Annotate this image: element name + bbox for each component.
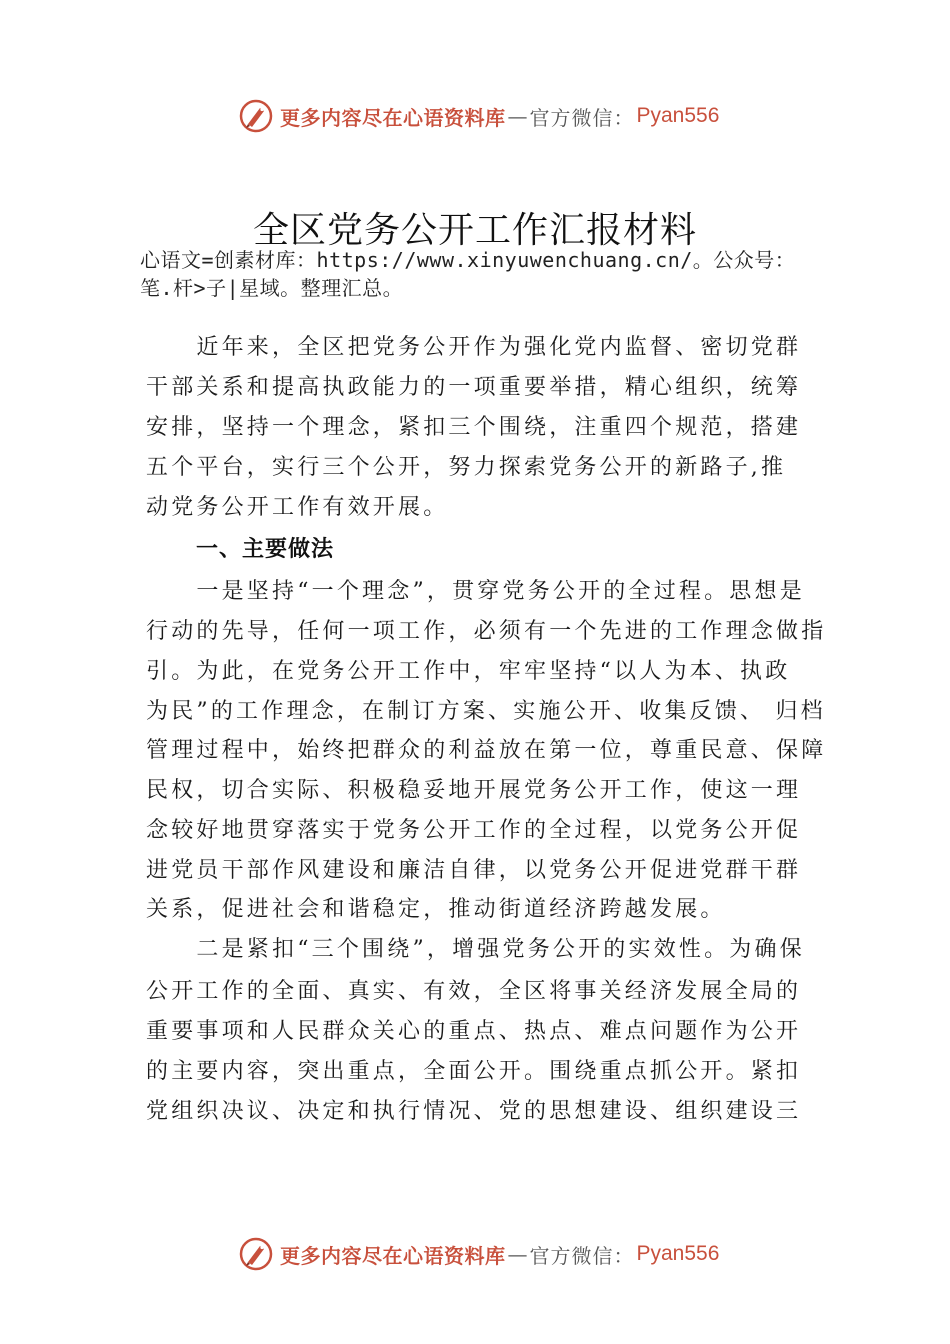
source-line: 笔.杆>子|星域。整理汇总。 [140,276,404,300]
source-line: 心语文=创素材库：https://www.xinyuwenchuang.cn/。公众号： [140,248,796,272]
banner-wechat-label: 官方微信： [529,1243,635,1268]
body-line: 五个平台，实行三个公开，努力探索党务公开的新路子,推 [146,455,787,480]
header-watermark-banner [0,96,950,136]
document-title: 全区党务公开工作汇报材料 [252,210,697,251]
body-line: 引。为此，在党务公开工作中，牢牢坚持“以人为本、执政 [146,659,791,684]
banner-wechat-id: Pyan556 [636,104,720,127]
source-note [140,246,860,302]
body-line: 民权，切合实际、积极稳妥地开展党务公开工作，使这一理 [146,778,802,803]
body-line: 近年来，全区把党务公开作为强化党内监督、密切党群 [146,335,802,360]
body-line: 的主要内容，突出重点，全面公开。围绕重点抓公开。紧扣 [146,1059,802,1084]
pen-nib-logo-icon [238,1236,274,1272]
banner-dash: — [507,104,528,128]
banner-wechat-id: Pyan556 [636,1242,720,1265]
body-line: 管理过程中，始终把群众的利益放在第一位，尊重民意、保障 [146,738,827,763]
body-line: 行动的先导，任何一项工作，必须有一个先进的工作理念做指 [146,619,827,644]
body-line: 关系，促进社会和谐稳定，推动街道经济跨越发展。 [146,897,726,922]
body-line: 安排，坚持一个理念，紧扣三个围绕，注重四个规范，搭建 [146,415,802,440]
banner-dash: — [507,1242,528,1266]
body-line: 重要事项和人民群众关心的重点、热点、难点问题作为公开 [146,1019,802,1044]
body-line: 为民”的工作理念，在制订方案、实施公开、收集反馈、 归档 [146,699,826,724]
body-line: 二是紧扣“三个围绕”，增强党务公开的实效性。为确保 [146,937,805,962]
body-line: 党组织决议、决定和执行情况、党的思想建设、组织建设三 [146,1099,802,1124]
section-heading: 一、主要做法 [196,537,335,562]
banner-text: 更多内容尽在心语资料库 [280,105,506,130]
banner-text: 更多内容尽在心语资料库 [280,1243,506,1268]
banner-wechat-label: 官方微信： [529,105,635,130]
body-line: 动党务公开工作有效开展。 [146,495,449,520]
body-line: 念较好地贯穿落实于党务公开工作的全过程，以党务公开促 [146,818,802,843]
body-line: 公开工作的全面、真实、有效，全区将事关经济发展全局的 [146,979,802,1004]
body-line: 干部关系和提高执政能力的一项重要举措，精心组织，统筹 [146,375,802,400]
body-line: 一是坚持“一个理念”，贯穿党务公开的全过程。思想是 [146,579,805,604]
pen-nib-logo-icon [238,98,274,134]
body-line: 进党员干部作风建设和廉洁自律，以党务公开促进党群干群 [146,858,802,883]
footer-watermark-banner [0,1234,950,1274]
